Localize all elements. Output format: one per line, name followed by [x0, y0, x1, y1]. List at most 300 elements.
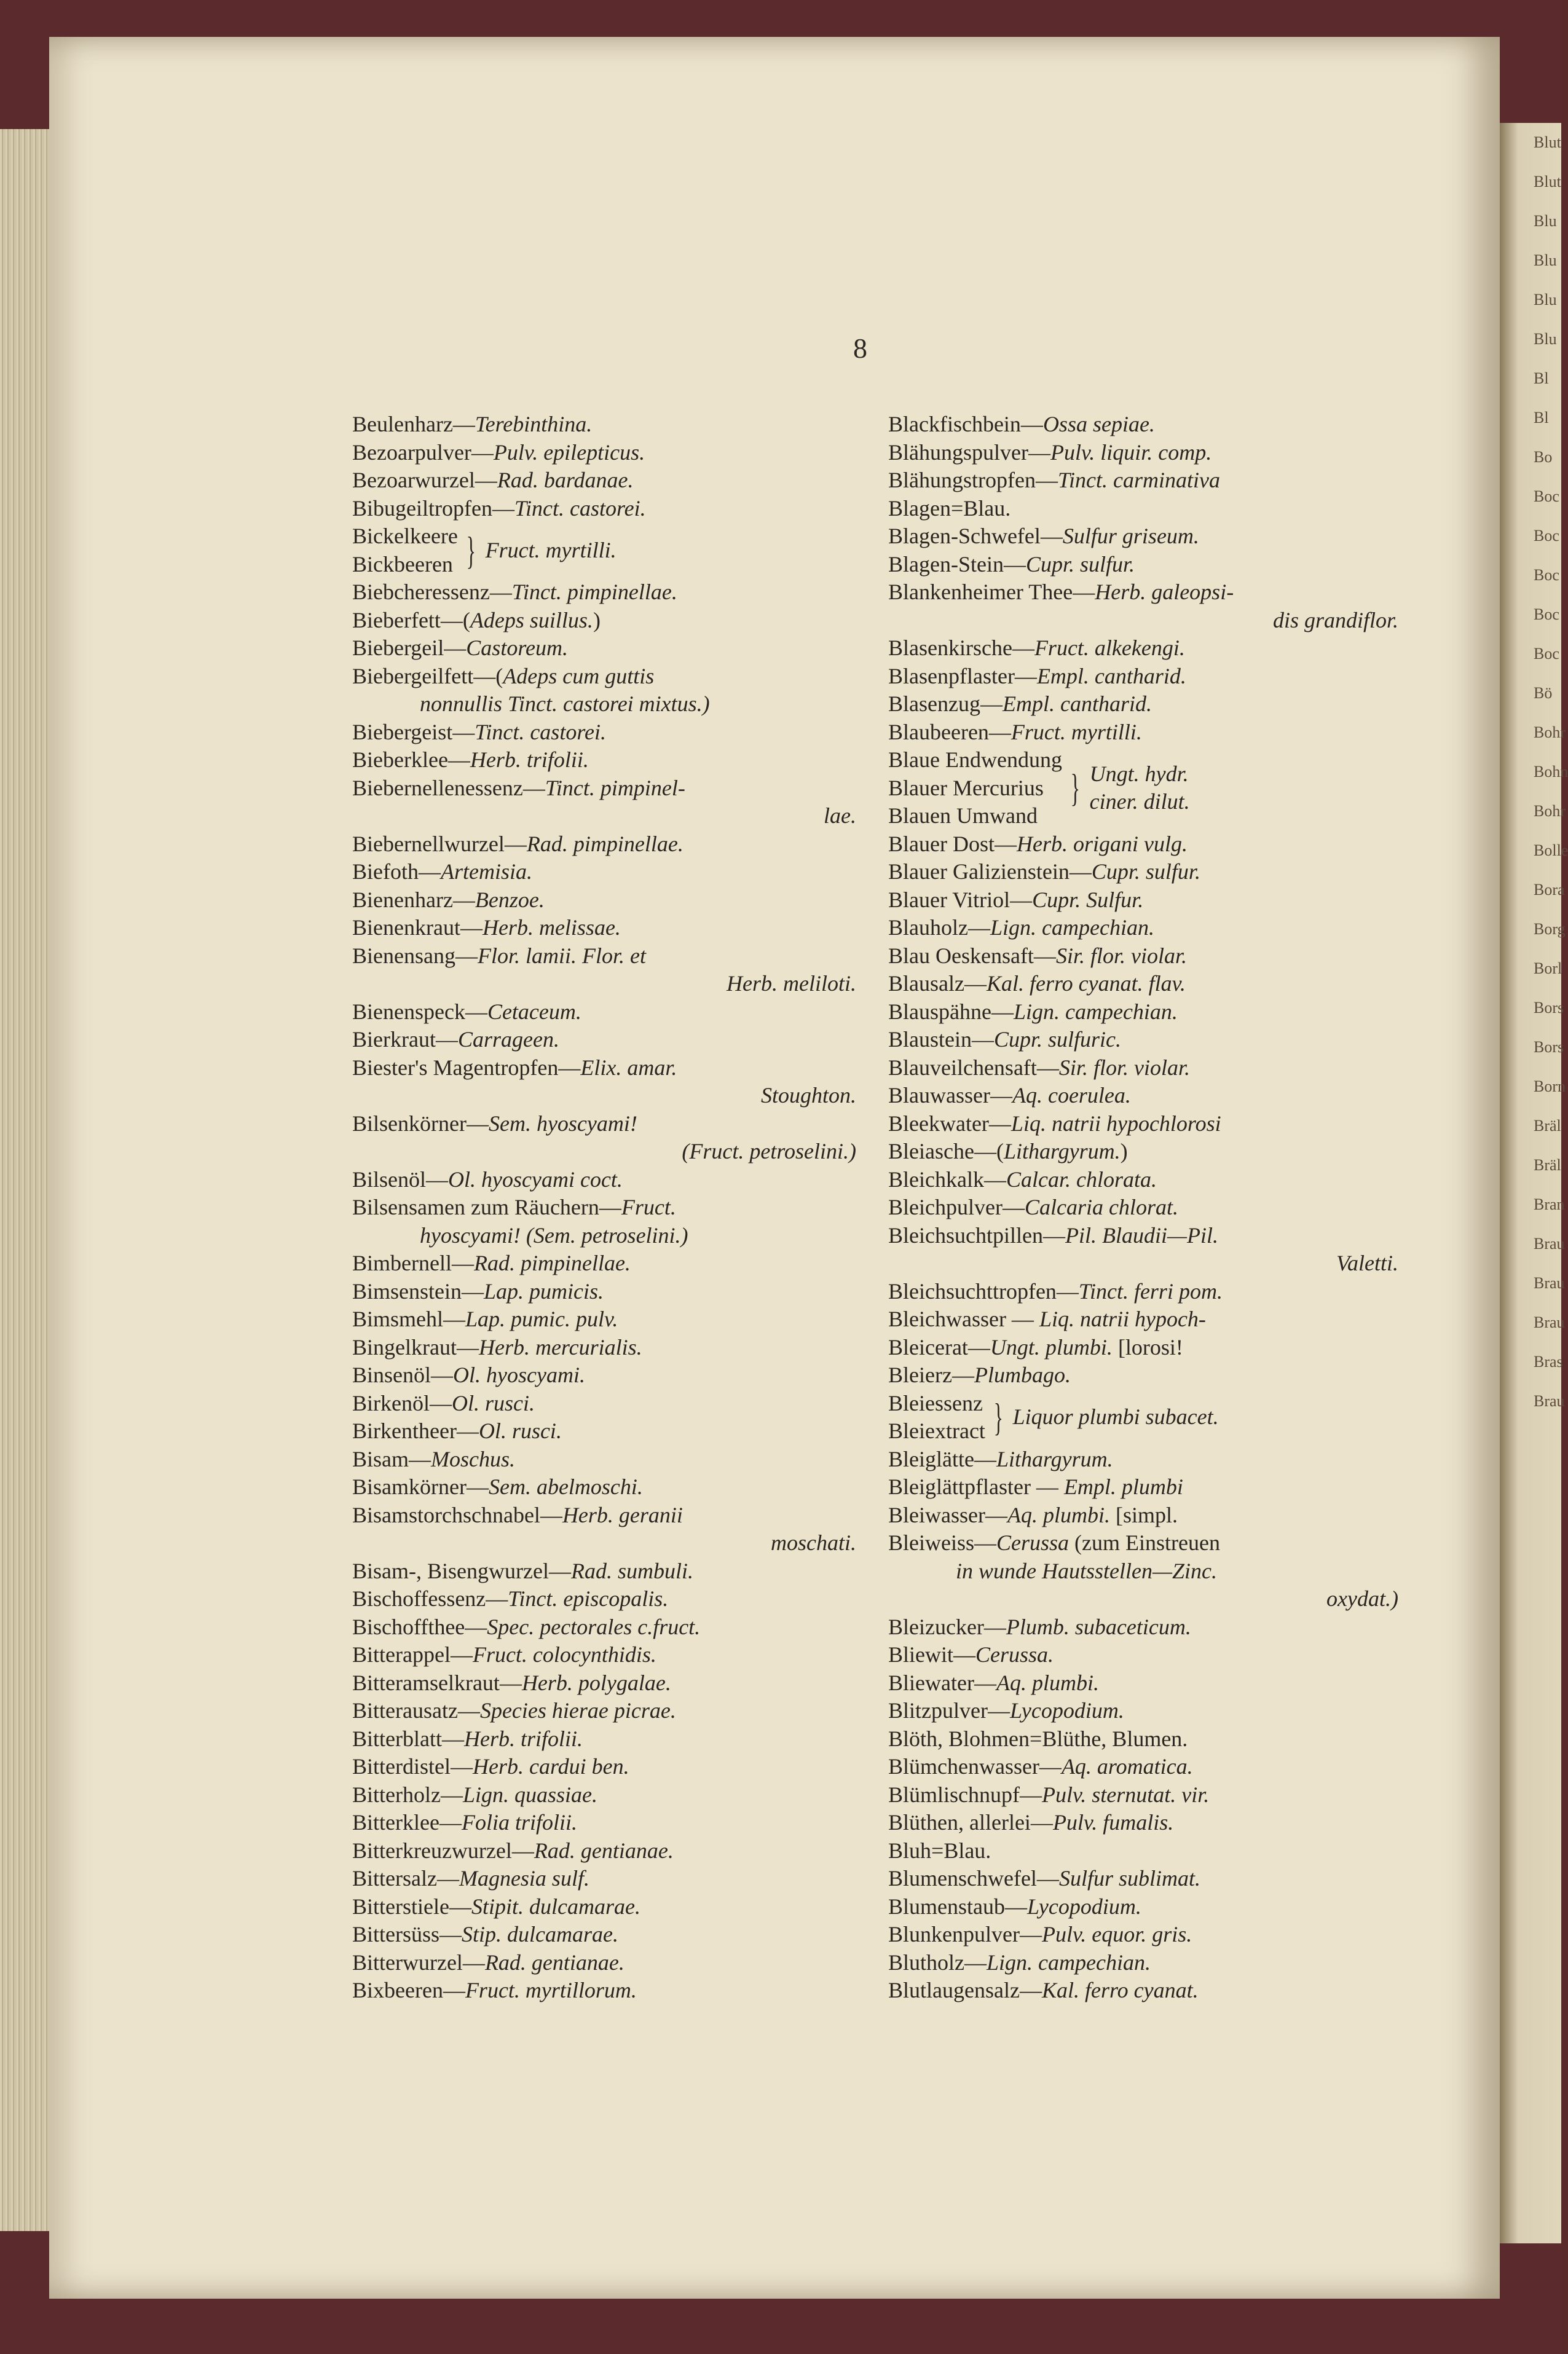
entry-term: Bischoffessenz— [352, 1586, 508, 1611]
dictionary-entry [888, 1641, 1398, 1669]
dictionary-entry [352, 998, 856, 1026]
entry-translation: Herb. galeopsi- [1095, 580, 1234, 604]
entry-translation: Castoreum. [466, 636, 568, 660]
entry-suffix: ) [1120, 1139, 1128, 1163]
entry-term: Bixbeeren— [352, 1978, 465, 2002]
dictionary-entry [352, 578, 856, 607]
dictionary-entry [352, 858, 856, 886]
entry-term: Bimsenstein— [352, 1278, 484, 1304]
dictionary-entry [888, 970, 1398, 998]
entry-translation: Cupr. Sulfur. [1032, 887, 1144, 912]
dictionary-entry [888, 1305, 1398, 1334]
dictionary-entry [352, 1585, 856, 1613]
dictionary-entry [352, 1753, 856, 1781]
entry-translation: Pil. Blaudii—Pil. [1065, 1222, 1218, 1248]
entry-translation: Artemisia. [440, 859, 532, 884]
entry-term: Blauveilchensaft— [888, 1055, 1059, 1080]
entry-translation: Lign. quassiae. [462, 1782, 597, 1807]
dictionary-entry [888, 1054, 1398, 1082]
entry-term: Bitterkreuzwurzel— [352, 1838, 534, 1863]
entry-term: Biester's Magentropfen— [352, 1055, 581, 1080]
translation-line: Liquor plumbi subacet. [1012, 1404, 1219, 1430]
entry-translation: Rad. gentianae. [484, 1950, 624, 1975]
edge-fragment: Boc [1534, 605, 1559, 623]
dictionary-entry [352, 1166, 856, 1194]
entry-term: Bienenkraut— [352, 915, 483, 940]
entry-translation: Ossa sepiae. [1042, 412, 1155, 436]
entry-term: Blankenheimer Thee— [888, 580, 1095, 604]
dictionary-entry [352, 1473, 856, 1502]
entry-term: Blauen Umwand [888, 803, 1038, 828]
dictionary-entry [352, 1390, 856, 1418]
edge-fragment: Bora [1534, 881, 1565, 899]
entry-term: Bleiwasser— [888, 1502, 1007, 1527]
dictionary-entry [352, 886, 856, 915]
dictionary-entry [888, 1334, 1398, 1362]
entry-term: Blauspähne— [888, 999, 1014, 1024]
entry-term: Beulenharz— [352, 412, 475, 436]
entry-translation: Aq. plumbi. [1007, 1502, 1110, 1527]
entry-translation: Plumbago. [974, 1363, 1071, 1387]
entry-term: Biefoth— [352, 859, 441, 884]
entry-term: Blasenzug— [888, 691, 1003, 716]
entry-term: Blauholz— [888, 915, 990, 940]
dictionary-entry [888, 1390, 1398, 1446]
continuation-line: Herb. meliloti. [727, 971, 856, 996]
continuation-line: (Fruct. petroselini.) [682, 1139, 856, 1163]
entry-translation: Flor. lamii. Flor. et [477, 943, 646, 968]
dictionary-entry [352, 1669, 856, 1698]
entry-translation: Tinct. episcopalis. [508, 1586, 669, 1611]
entry-term: Blumenstaub— [888, 1894, 1027, 1919]
entry-translation: Herb. melissae. [482, 915, 621, 940]
dictionary-entry [888, 1502, 1398, 1530]
left-column [352, 411, 856, 2005]
dictionary-entry [888, 1809, 1398, 1837]
entry-term: Birkentheer— [352, 1419, 479, 1443]
entry-translation: Herb. cardui ben. [472, 1754, 629, 1779]
dictionary-entry [888, 718, 1398, 747]
dictionary-entry [352, 1837, 856, 1865]
dictionary-entry [888, 998, 1398, 1026]
continuation-line: in wunde Hautsstellen—Zinc. [956, 1558, 1217, 1583]
entry-translation: Lap. pumicis. [484, 1278, 604, 1304]
entry-term: Bilsenöl— [352, 1167, 449, 1192]
entry-term: Blauer Vitriol— [888, 887, 1033, 912]
entry-term: Bienenspeck— [352, 999, 487, 1024]
entry-translation: Magnesia sulf. [459, 1866, 589, 1891]
entry-term: Bisam— [352, 1446, 431, 1471]
entry-term: Bliewit— [888, 1642, 975, 1667]
dictionary-entry [888, 578, 1398, 634]
edge-fragment: Brau [1534, 1392, 1565, 1410]
entry-term: Bischoffthee— [352, 1614, 487, 1639]
entry-term: Blauer Galizienstein— [888, 859, 1092, 884]
entry-term: Biebernellenessenz— [352, 775, 545, 800]
entry-term: Bleekwater— [888, 1111, 1011, 1136]
entry-term: Blunkenpulver— [888, 1922, 1042, 1947]
facing-page-edge [1500, 123, 1568, 2243]
entry-term: Bienenharz— [352, 887, 475, 912]
continuation-line: hyoscyami! (Sem. petroselini.) [420, 1222, 688, 1248]
dictionary-entry [888, 1194, 1398, 1222]
entry-translation: Cupr. sulfuric. [993, 1027, 1122, 1052]
entry-term: Blümchenwasser— [888, 1754, 1062, 1779]
edge-fragment: Bräl [1534, 1156, 1561, 1174]
entry-term: Blau Oeskensaft— [888, 943, 1056, 968]
entry-translation: Rad. bardanae. [497, 468, 634, 492]
entry-translation: Fruct. myrtillorum. [465, 1978, 637, 2002]
brace: } [1070, 766, 1080, 810]
entry-translation: Stipit. dulcamarae. [471, 1894, 640, 1919]
edge-fragment: Brau [1534, 1274, 1565, 1292]
entry-term: Blutholz— [888, 1950, 987, 1975]
dictionary-entry [352, 1949, 856, 1977]
entry-translation: Lign. campechian. [1013, 999, 1178, 1024]
entry-term: Bittersalz— [352, 1866, 459, 1891]
entry-term: Bleiglätte— [888, 1446, 996, 1471]
entry-translation: Lycopodium. [1026, 1894, 1141, 1919]
entry-translation: Cupr. sulfur. [1025, 551, 1135, 577]
dictionary-entry [888, 942, 1398, 970]
dictionary-entry [888, 1781, 1398, 1809]
dictionary-entry [352, 1641, 856, 1669]
entry-term: Bisamkörner— [352, 1474, 489, 1499]
dictionary-entry [352, 495, 856, 523]
entry-term: Bitterblatt— [352, 1726, 464, 1751]
dictionary-entry [352, 914, 856, 942]
entry-translation: Calcaria chlorat. [1024, 1195, 1178, 1219]
entry-suffix: [simpl. [1109, 1502, 1178, 1527]
entry-term: Bieberklee— [352, 747, 470, 772]
dictionary-entry [888, 858, 1398, 886]
entry-translation: Tinct. castorei. [514, 495, 646, 521]
dictionary-entry [352, 746, 856, 774]
entry-translation: Moschus. [431, 1446, 516, 1471]
entry-translation: Adeps cum guttis [503, 663, 655, 688]
entry-term: Biebernellwurzel— [352, 831, 527, 856]
entry-translation: Liq. natrii hypochlorosi [1011, 1111, 1221, 1136]
entry-term: Blauwasser— [888, 1083, 1012, 1108]
entry-terms [888, 1390, 985, 1446]
dictionary-entry [352, 466, 856, 495]
dictionary-entry [888, 1837, 1398, 1865]
entry-translation: Pulv. fumalis. [1052, 1810, 1174, 1835]
dictionary-entry [888, 1529, 1398, 1613]
entry-term: Bleiweiss— [888, 1530, 996, 1555]
entry-term: Blaue Endwendung [888, 747, 1062, 772]
entry-term: Bimbernell— [352, 1251, 474, 1275]
entry-translation: Herb. geranii [562, 1502, 683, 1527]
entry-translation: Tinct. pimpinel- [545, 775, 685, 800]
entry-term: Blausalz— [888, 971, 987, 996]
entry-translation: Pulv. equor. gris. [1041, 1922, 1192, 1947]
entry-term: Bickelkeere [352, 524, 458, 548]
dictionary-entry [352, 1334, 856, 1362]
entry-term: Bleichpulver— [888, 1195, 1025, 1219]
entry-translation: Lap. pumic. pulv. [465, 1307, 618, 1331]
entry-translation: Adeps suillus. [470, 607, 593, 632]
edge-fragment: Bl [1534, 409, 1549, 427]
edge-fragment: Blut [1534, 133, 1561, 151]
dictionary-entry [888, 1893, 1398, 1921]
brace: } [993, 1395, 1003, 1439]
dictionary-entry [888, 830, 1398, 859]
entry-term: Bieberfett—( [352, 607, 470, 632]
entry-term: Bitteramselkraut— [352, 1670, 522, 1695]
dictionary-entry [888, 1921, 1398, 1949]
dictionary-entry [352, 1977, 856, 2005]
entry-translation: Cerussa. [975, 1642, 1054, 1667]
entry-term: Bitterdistel— [352, 1754, 473, 1779]
entry-translation: Lithargyrum. [1003, 1139, 1121, 1163]
translation-line: Fruct. myrtilli. [485, 537, 617, 562]
entry-term: Bleiextract [888, 1419, 985, 1443]
entry-term: Bickbeeren [352, 551, 453, 577]
dictionary-entry [352, 1781, 856, 1809]
dictionary-entry [352, 1194, 856, 1250]
dictionary-entry [352, 634, 856, 663]
edge-fragment: Bohr [1534, 723, 1566, 741]
dictionary-entry [888, 1166, 1398, 1194]
entry-term: Blümlischnupf— [888, 1782, 1042, 1807]
continuation-line: Valetti. [1336, 1251, 1398, 1275]
entry-translation: Rad. pimpinellae. [526, 831, 684, 856]
entry-translation: Stip. dulcamarae. [462, 1922, 618, 1947]
entry-translation: Elix. amar. [580, 1055, 677, 1080]
entry-translation: Rad. sumbuli. [570, 1558, 693, 1583]
continuation-line: Stoughton. [760, 1083, 856, 1108]
edge-fragment: Borl [1534, 959, 1562, 977]
dictionary-entry [888, 1222, 1398, 1278]
dictionary-entry [888, 1110, 1398, 1138]
entry-translation [486, 537, 617, 565]
entry-term: Blackfischbein— [888, 412, 1043, 436]
entry-translation: Aq. plumbi. [996, 1670, 1099, 1695]
entry-translation: Sem. hyoscyami! [488, 1111, 637, 1136]
entry-translation: Lycopodium. [1009, 1698, 1124, 1723]
entry-term: Blagen=Blau. [888, 495, 1011, 521]
dictionary-entry [352, 439, 856, 467]
entry-translation: Spec. pectorales c.fruct. [487, 1614, 701, 1639]
entry-terms [888, 746, 1062, 830]
entry-term: Binsenöl— [352, 1363, 454, 1387]
entry-translation: Cetaceum. [487, 999, 581, 1024]
entry-translation: Aq. aromatica. [1061, 1754, 1193, 1779]
edge-fragment: Boc [1534, 566, 1559, 584]
entry-term: Bleicerat— [888, 1334, 990, 1360]
dictionary-entry [352, 830, 856, 859]
entry-translation: Ol. rusci. [451, 1390, 535, 1415]
entry-translation: Herb. trifolii. [463, 1726, 583, 1751]
entry-term: Blasenkirsche— [888, 636, 1034, 660]
edge-fragment: Bran [1534, 1195, 1565, 1213]
dictionary-entry [888, 1977, 1398, 2005]
entry-term: Blauer Mercurius [888, 775, 1044, 800]
edge-fragment: Bo [1534, 448, 1553, 466]
entry-term: Bittersüss— [352, 1922, 462, 1947]
dictionary-entry [352, 1557, 856, 1586]
edge-fragment: Bors [1534, 1038, 1564, 1056]
entry-term: Bleichsuchttropfen— [888, 1278, 1079, 1304]
edge-fragment: Bräl [1534, 1117, 1561, 1135]
dictionary-entry [352, 663, 856, 718]
dictionary-entry [352, 774, 856, 830]
entry-term: Blagen-Schwefel— [888, 524, 1063, 548]
dictionary-entry [352, 1361, 856, 1390]
entry-term: Blöth, Blohmen=Blüthe, Blumen. [888, 1726, 1188, 1751]
continuation-line: lae. [824, 803, 856, 828]
edge-fragment: Bras [1534, 1353, 1563, 1371]
entry-term: Bitterstiele— [352, 1894, 471, 1919]
dictionary-entry [352, 1446, 856, 1474]
edge-fragment: Bors [1534, 999, 1564, 1017]
dictionary-entry [888, 1697, 1398, 1725]
dictionary-entry [888, 1278, 1398, 1306]
entry-term: Blaubeeren— [888, 719, 1011, 744]
dictionary-entry [888, 634, 1398, 663]
dictionary-entry [888, 1138, 1398, 1166]
dictionary-entry [352, 1250, 856, 1278]
translation-line: ciner. dilut. [1089, 789, 1190, 814]
entry-translation: Aq. coerulea. [1012, 1083, 1131, 1108]
edge-fragment: Boc [1534, 645, 1559, 663]
dictionary-entry [352, 1809, 856, 1837]
edge-fragment: Bohr [1534, 802, 1566, 820]
dictionary-entry [888, 1949, 1398, 1977]
entry-translation: Pulv. epilepticus. [493, 439, 645, 465]
entry-translation [1013, 1403, 1219, 1431]
dictionary-entry [352, 1865, 856, 1893]
entry-term: Blutlaugensalz— [888, 1978, 1042, 2002]
entry-translation: Folia trifolii. [461, 1810, 577, 1835]
continuation-line: moschati. [771, 1530, 856, 1555]
dictionary-entry [888, 886, 1398, 915]
dictionary-entry [888, 439, 1398, 467]
entry-term: Bimsmehl— [352, 1307, 466, 1331]
entry-translation: Kal. ferro cyanat. flav. [986, 971, 1186, 996]
entry-term: Bleichkalk— [888, 1167, 1006, 1192]
entry-translation: Fruct. colocynthidis. [472, 1642, 656, 1667]
entry-term: Bienensang— [352, 943, 478, 968]
edge-fragment: Blu [1534, 291, 1557, 309]
entry-term: Blähungspulver— [888, 439, 1050, 465]
entry-translation: Lign. campechian. [990, 915, 1154, 940]
entry-translation: Kal. ferro cyanat. [1041, 1978, 1199, 2002]
dictionary-entry [888, 1725, 1398, 1754]
entry-translation: Fruct. alkekengi. [1034, 636, 1185, 660]
dictionary-entry [352, 1305, 856, 1334]
edge-fragment: Borg [1534, 920, 1566, 938]
right-column [888, 411, 1398, 2005]
entry-translation: Species hierae picrae. [479, 1698, 676, 1723]
edge-fragment: Bl [1534, 369, 1549, 387]
entry-translation: Herb. mercurialis. [478, 1334, 642, 1360]
dictionary-entry [352, 607, 856, 635]
dictionary-entry [352, 1893, 856, 1921]
edge-fragment: Bohn [1534, 763, 1568, 781]
entry-term: Bleiglättpflaster — [888, 1474, 1064, 1499]
entry-translation: Terebinthina. [475, 412, 593, 436]
dictionary-entry [352, 1697, 856, 1725]
dictionary-entry [352, 1054, 856, 1110]
entry-translation: Sem. abelmoschi. [488, 1474, 643, 1499]
entry-term: Biebergeil— [352, 636, 467, 660]
dictionary-entry [352, 1725, 856, 1754]
entry-term: Bitterausatz— [352, 1698, 480, 1723]
entry-translation: Empl. cantharid. [1036, 663, 1186, 688]
entry-translation: Ungt. plumbi. [990, 1334, 1113, 1360]
entry-translation: Ol. hyoscyami coct. [448, 1167, 623, 1192]
entry-term: Bitterappel— [352, 1642, 473, 1667]
entry-translation: Rad. gentianae. [534, 1838, 674, 1863]
entry-suffix: ) [593, 607, 601, 632]
dictionary-entry [352, 1921, 856, 1949]
dictionary-entry [888, 914, 1398, 942]
edge-fragment: Born [1534, 1077, 1566, 1095]
dictionary-entry [888, 1026, 1398, 1054]
dictionary-entry [888, 1473, 1398, 1502]
dictionary-entry [352, 411, 856, 439]
entry-translation: Tinct. carminativa [1057, 468, 1220, 492]
edge-fragment: Boc [1534, 527, 1559, 545]
entry-translation: Empl. plumbi [1063, 1474, 1183, 1499]
dictionary-entry [888, 1082, 1398, 1110]
entry-term: Bleiessenz [888, 1390, 983, 1415]
entry-term: Blüthen, allerlei— [888, 1810, 1053, 1835]
entry-term: Blumenschwefel— [888, 1866, 1059, 1891]
entry-term: Birkenöl— [352, 1390, 452, 1415]
entry-term: Blauer Dost— [888, 831, 1017, 856]
entry-term: Blitzpulver— [888, 1698, 1010, 1723]
entry-suffix: (zum Einstreuen [1069, 1530, 1220, 1555]
entry-translation: Rad. pimpinellae. [473, 1251, 631, 1275]
entry-term: Biebcheressenz— [352, 580, 512, 604]
entry-term: Bleizucker— [888, 1614, 1006, 1639]
entry-translation: Sulfur sublimat. [1058, 1866, 1200, 1891]
continuation-line: dis grandiflor. [1272, 607, 1398, 632]
edge-fragment: Boc [1534, 487, 1559, 505]
dictionary-entry [352, 1278, 856, 1306]
entry-translation: Ol. rusci. [478, 1419, 562, 1443]
entry-translation: Fruct. [621, 1195, 676, 1219]
entry-term: Bingelkraut— [352, 1334, 479, 1360]
entry-translation: Sulfur griseum. [1062, 524, 1199, 548]
entry-term: Bitterklee— [352, 1810, 462, 1835]
edge-fragment: Bolle [1534, 841, 1568, 859]
entry-terms [352, 522, 458, 578]
dictionary-entry [888, 1361, 1398, 1390]
edge-fragment: Blu [1534, 330, 1557, 348]
dictionary-entry [888, 690, 1398, 718]
dictionary-entry [888, 746, 1398, 830]
entry-term: Bleierz— [888, 1363, 974, 1387]
entry-term: Bitterwurzel— [352, 1950, 485, 1975]
dictionary-entry [352, 942, 856, 998]
continuation-line: oxydat.) [1326, 1586, 1398, 1611]
dictionary-entry [888, 495, 1398, 523]
entry-term: Biebergeist— [352, 719, 475, 744]
entry-term: Bisamstorchschnabel— [352, 1502, 562, 1527]
entry-translation: Sir. flor. violar. [1058, 1055, 1190, 1080]
entry-translation: Cerussa [996, 1530, 1070, 1555]
entry-translation: Herb. origani vulg. [1016, 831, 1188, 856]
entry-translation: Cupr. sulfur. [1091, 859, 1200, 884]
entry-term: Blasenpflaster— [888, 663, 1037, 688]
dictionary-entry [888, 466, 1398, 495]
entry-term: Blähungstropfen— [888, 468, 1058, 492]
dictionary-entry [352, 1613, 856, 1642]
